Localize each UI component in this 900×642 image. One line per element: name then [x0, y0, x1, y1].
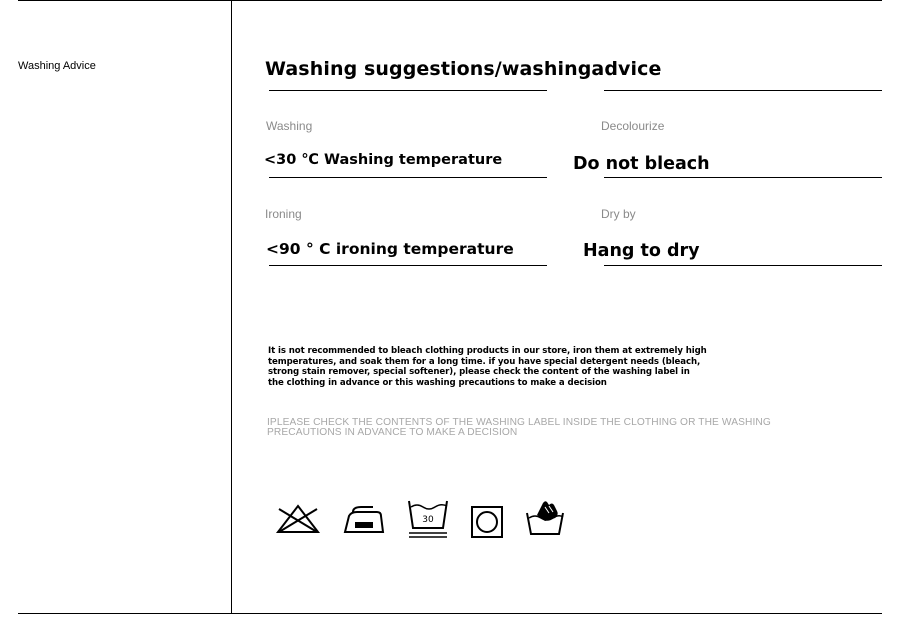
column-divider [231, 0, 232, 614]
ironing-label: Ironing [265, 207, 302, 221]
title-underline-left [269, 90, 547, 91]
top-border [18, 0, 882, 1]
wash-30-icon [406, 498, 450, 540]
page-title: Washing suggestions/washingadvice [265, 58, 662, 80]
washing-label: Washing [266, 119, 313, 133]
decolourize-value: Do not bleach [573, 154, 710, 174]
ironing-value: <90 ° C ironing temperature [266, 240, 514, 258]
sidebar-label: Washing Advice [18, 60, 96, 72]
decolourize-underline [604, 177, 882, 178]
care-notice-caps: IPLEASE CHECK THE CONTENTS OF THE WASHING LABEL INSIDE THE CLOTHING OR THE WASHING PRECAUTIONS IN ADVANCE TO MAKE A DECISION [267, 417, 771, 439]
dry-by-underline [604, 265, 882, 266]
dry-by-label: Dry by [601, 207, 636, 221]
wash-temp-text: 30 [422, 515, 434, 525]
hand-wash-icon [525, 499, 565, 537]
care-notice: It is not recommended to bleach clothing products in our store, iron them at extremely high temperatures, and soak them for a long time. if you have special detergent needs (bleach, strong stain remover, special softener), please check the content of the washing label in the clothing in advance or this washing precautions to make a decision [268, 346, 707, 389]
tumble-dry-icon [470, 505, 504, 539]
title-underline-right [604, 90, 882, 91]
ironing-underline [269, 265, 547, 266]
dry-by-value: Hang to dry [583, 241, 700, 261]
do-not-bleach-icon [274, 502, 322, 536]
washing-underline [269, 177, 547, 178]
bottom-border [18, 613, 882, 614]
washing-value: <30 ℃ Washing temperature [264, 152, 503, 168]
decolourize-label: Decolourize [601, 119, 665, 133]
iron-icon [343, 504, 385, 534]
